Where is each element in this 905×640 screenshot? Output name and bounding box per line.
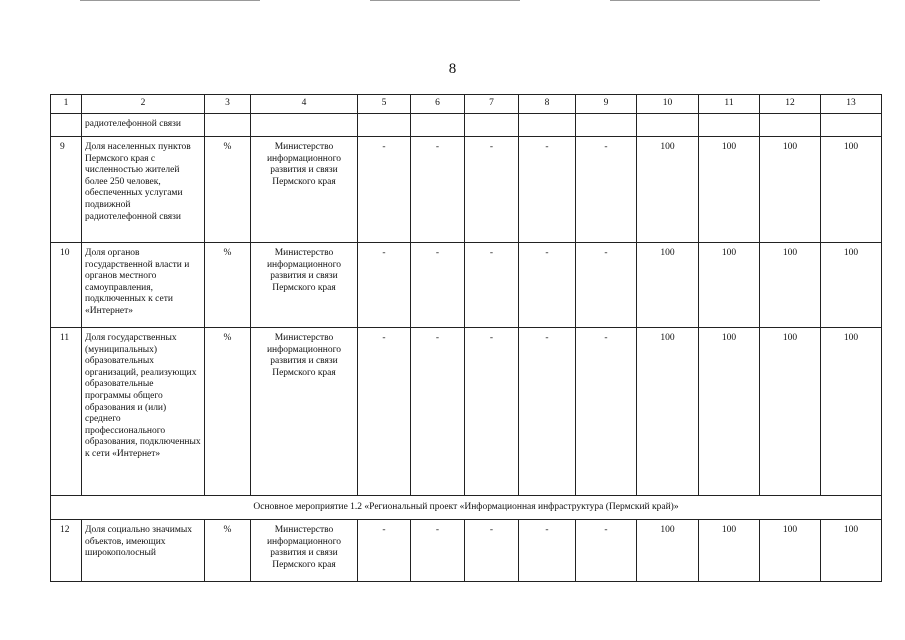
- page-number: 8: [448, 61, 457, 77]
- header-cell: 2: [82, 95, 205, 114]
- value-cell: -: [358, 520, 411, 582]
- value-cell: 100: [821, 520, 882, 582]
- value-cell: 100: [637, 137, 699, 243]
- value-cell: 100: [699, 137, 760, 243]
- responsible-ministry: Министерство информационного развития и связи Пермского края: [251, 520, 358, 582]
- value-cell: -: [411, 243, 465, 328]
- value-cell: -: [519, 328, 576, 496]
- header-cell: 12: [760, 95, 821, 114]
- value-cell: -: [519, 243, 576, 328]
- scan-edge-mark: [80, 0, 260, 1]
- value-cell: 100: [821, 328, 882, 496]
- value-cell: -: [576, 328, 637, 496]
- table-cell: [411, 114, 465, 137]
- table-cell: [519, 114, 576, 137]
- unit: %: [205, 137, 251, 243]
- table-cell: [760, 114, 821, 137]
- section-title: Основное мероприятие 1.2 «Региональный проект «Информационная инфраструктура (Пермский край)»: [51, 496, 882, 520]
- header-cell: 7: [465, 95, 519, 114]
- table-cell: [465, 114, 519, 137]
- responsible-ministry: Министерство информационного развития и связи Пермского края: [251, 328, 358, 496]
- value-cell: -: [411, 137, 465, 243]
- header-cell: 4: [251, 95, 358, 114]
- value-cell: 100: [699, 328, 760, 496]
- scan-edge-mark: [610, 0, 820, 1]
- value-cell: 100: [637, 243, 699, 328]
- indicator-name: Доля населенных пунктов Пермского края с численностью жителей более 250 человек, обеспеченных услугами подвижной радиотелефонной связи: [82, 137, 205, 243]
- header-cell: 1: [51, 95, 82, 114]
- value-cell: 100: [637, 328, 699, 496]
- value-cell: 100: [760, 243, 821, 328]
- value-cell: -: [519, 520, 576, 582]
- value-cell: -: [576, 137, 637, 243]
- value-cell: -: [465, 520, 519, 582]
- table-cell: [637, 114, 699, 137]
- table-row: [51, 137, 882, 243]
- value-cell: -: [358, 137, 411, 243]
- value-cell: -: [576, 243, 637, 328]
- row-number: 9: [51, 137, 82, 243]
- value-cell: -: [358, 243, 411, 328]
- value-cell: -: [358, 328, 411, 496]
- table-cell: [205, 114, 251, 137]
- row-number: 12: [51, 520, 82, 582]
- value-cell: -: [411, 520, 465, 582]
- value-cell: -: [465, 137, 519, 243]
- responsible-ministry: Министерство информационного развития и связи Пермского края: [251, 137, 358, 243]
- value-cell: 100: [699, 520, 760, 582]
- header-cell: 6: [411, 95, 465, 114]
- header-cell: 8: [519, 95, 576, 114]
- table-cell: [699, 114, 760, 137]
- header-cell: 13: [821, 95, 882, 114]
- value-cell: 100: [637, 520, 699, 582]
- value-cell: 100: [821, 243, 882, 328]
- table-cell: [51, 114, 82, 137]
- table-cell: [358, 114, 411, 137]
- unit: %: [205, 243, 251, 328]
- table-row: [51, 328, 882, 496]
- value-cell: -: [411, 328, 465, 496]
- indicator-name: Доля органов государственной власти и органов местного самоуправления, подключенных к сети «Интернет»: [82, 243, 205, 328]
- responsible-ministry: Министерство информационного развития и связи Пермского края: [251, 243, 358, 328]
- indicators-table: [50, 94, 882, 582]
- indicator-name: Доля государственных (муниципальных) образовательных организаций, реализующих образовательные программы общего образования и (или) среднего профессионального образования, подключенных к сети «Интернет»: [82, 328, 205, 496]
- continuation-row: [51, 114, 882, 137]
- header-cell: 5: [358, 95, 411, 114]
- value-cell: 100: [760, 520, 821, 582]
- table-row: [51, 520, 882, 582]
- indicator-name: Доля социально значимых объектов, имеющих широкополосный: [82, 520, 205, 582]
- table-cell: [576, 114, 637, 137]
- header-cell: 11: [699, 95, 760, 114]
- table-row: [51, 243, 882, 328]
- section-row: [51, 496, 882, 520]
- value-cell: 100: [821, 137, 882, 243]
- row-number: 11: [51, 328, 82, 496]
- value-cell: 100: [699, 243, 760, 328]
- value-cell: -: [465, 243, 519, 328]
- row-number: 10: [51, 243, 82, 328]
- table-cell: [251, 114, 358, 137]
- value-cell: 100: [760, 328, 821, 496]
- scan-edge-mark: [370, 0, 520, 1]
- header-cell: 3: [205, 95, 251, 114]
- header-cell: 9: [576, 95, 637, 114]
- table-cell: [821, 114, 882, 137]
- table-header-row: [51, 95, 882, 114]
- value-cell: 100: [760, 137, 821, 243]
- continuation-text: радиотелефонной связи: [82, 114, 205, 137]
- unit: %: [205, 328, 251, 496]
- value-cell: -: [465, 328, 519, 496]
- header-cell: 10: [637, 95, 699, 114]
- value-cell: -: [576, 520, 637, 582]
- unit: %: [205, 520, 251, 582]
- value-cell: -: [519, 137, 576, 243]
